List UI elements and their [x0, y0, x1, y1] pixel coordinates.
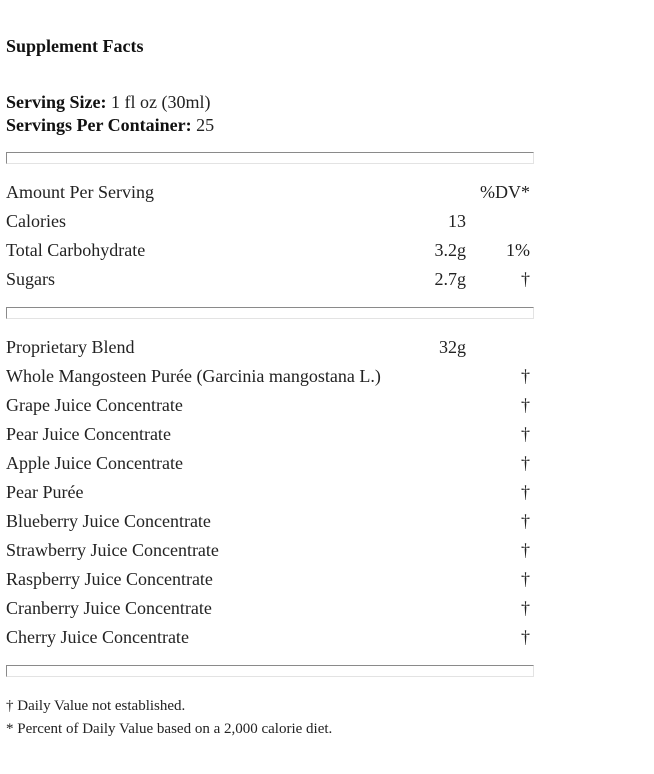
- ingredient-dv: †: [521, 511, 530, 531]
- ingredient-row: [6, 478, 534, 507]
- serving-size-label: Serving Size:: [6, 92, 107, 112]
- ingredient-row: [6, 507, 534, 536]
- ingredient-dv: †: [521, 482, 530, 502]
- footnote-dagger: † Daily Value not established.: [6, 698, 186, 714]
- header-row: [6, 178, 534, 207]
- ingredient-row: [6, 420, 534, 449]
- ingredient-name: Pear Purée: [6, 482, 84, 502]
- blend-name: Proprietary Blend: [6, 337, 135, 357]
- servings-per-container: [6, 114, 214, 137]
- blend-amount: 32g: [439, 337, 466, 357]
- ingredient-row: [6, 536, 534, 565]
- ingredient-name: Pear Juice Concentrate: [6, 424, 171, 444]
- blend-row: [6, 333, 534, 362]
- ingredient-dv: †: [521, 453, 530, 473]
- ingredient-name: Cranberry Juice Concentrate: [6, 598, 212, 618]
- nutrient-dv: †: [521, 269, 530, 289]
- ingredient-name: Strawberry Juice Concentrate: [6, 540, 219, 560]
- ingredient-row: [6, 565, 534, 594]
- section-divider: [6, 152, 534, 164]
- nutrient-amount: 2.7g: [434, 269, 466, 289]
- ingredient-name: Blueberry Juice Concentrate: [6, 511, 211, 531]
- nutrient-name: Calories: [6, 211, 66, 231]
- nutrient-amount: 13: [448, 211, 466, 231]
- ingredient-dv: †: [521, 598, 530, 618]
- ingredient-dv: †: [521, 627, 530, 647]
- nutrient-amount: 3.2g: [434, 240, 466, 260]
- page-title: Supplement Facts: [6, 36, 144, 56]
- ingredient-name: Raspberry Juice Concentrate: [6, 569, 213, 589]
- ingredient-dv: †: [521, 569, 530, 589]
- amount-per-serving-label: Amount Per Serving: [6, 182, 154, 202]
- ingredient-dv: †: [521, 540, 530, 560]
- ingredient-name: Whole Mangosteen Purée (Garcinia mangostana L.): [6, 366, 381, 386]
- section-divider: [6, 307, 534, 319]
- nutrient-row-calories: [6, 207, 534, 236]
- ingredient-row: [6, 362, 534, 391]
- ingredient-dv: †: [521, 366, 530, 386]
- dv-header-label: %DV*: [480, 182, 530, 202]
- ingredient-row: [6, 623, 534, 652]
- servings-per-container-label: Servings Per Container:: [6, 115, 192, 135]
- ingredient-name: Cherry Juice Concentrate: [6, 627, 189, 647]
- footnote-asterisk: * Percent of Daily Value based on a 2,000 calorie diet.: [6, 721, 333, 737]
- serving-size: [6, 91, 210, 114]
- ingredient-row: [6, 449, 534, 478]
- nutrient-name: Total Carbohydrate: [6, 240, 146, 260]
- ingredient-dv: †: [521, 424, 530, 444]
- ingredient-dv: †: [521, 395, 530, 415]
- servings-per-container-value: 25: [196, 115, 215, 135]
- section-divider: [6, 665, 534, 677]
- nutrient-name: Sugars: [6, 269, 55, 289]
- ingredient-name: Grape Juice Concentrate: [6, 395, 183, 415]
- ingredient-row: [6, 594, 534, 623]
- nutrient-row-sugars: [6, 265, 534, 294]
- ingredient-row: [6, 391, 534, 420]
- serving-size-value: 1 fl oz (30ml): [111, 92, 211, 112]
- nutrient-row-total-carbohydrate: [6, 236, 534, 265]
- ingredient-name: Apple Juice Concentrate: [6, 453, 183, 473]
- nutrient-dv: 1%: [506, 240, 530, 260]
